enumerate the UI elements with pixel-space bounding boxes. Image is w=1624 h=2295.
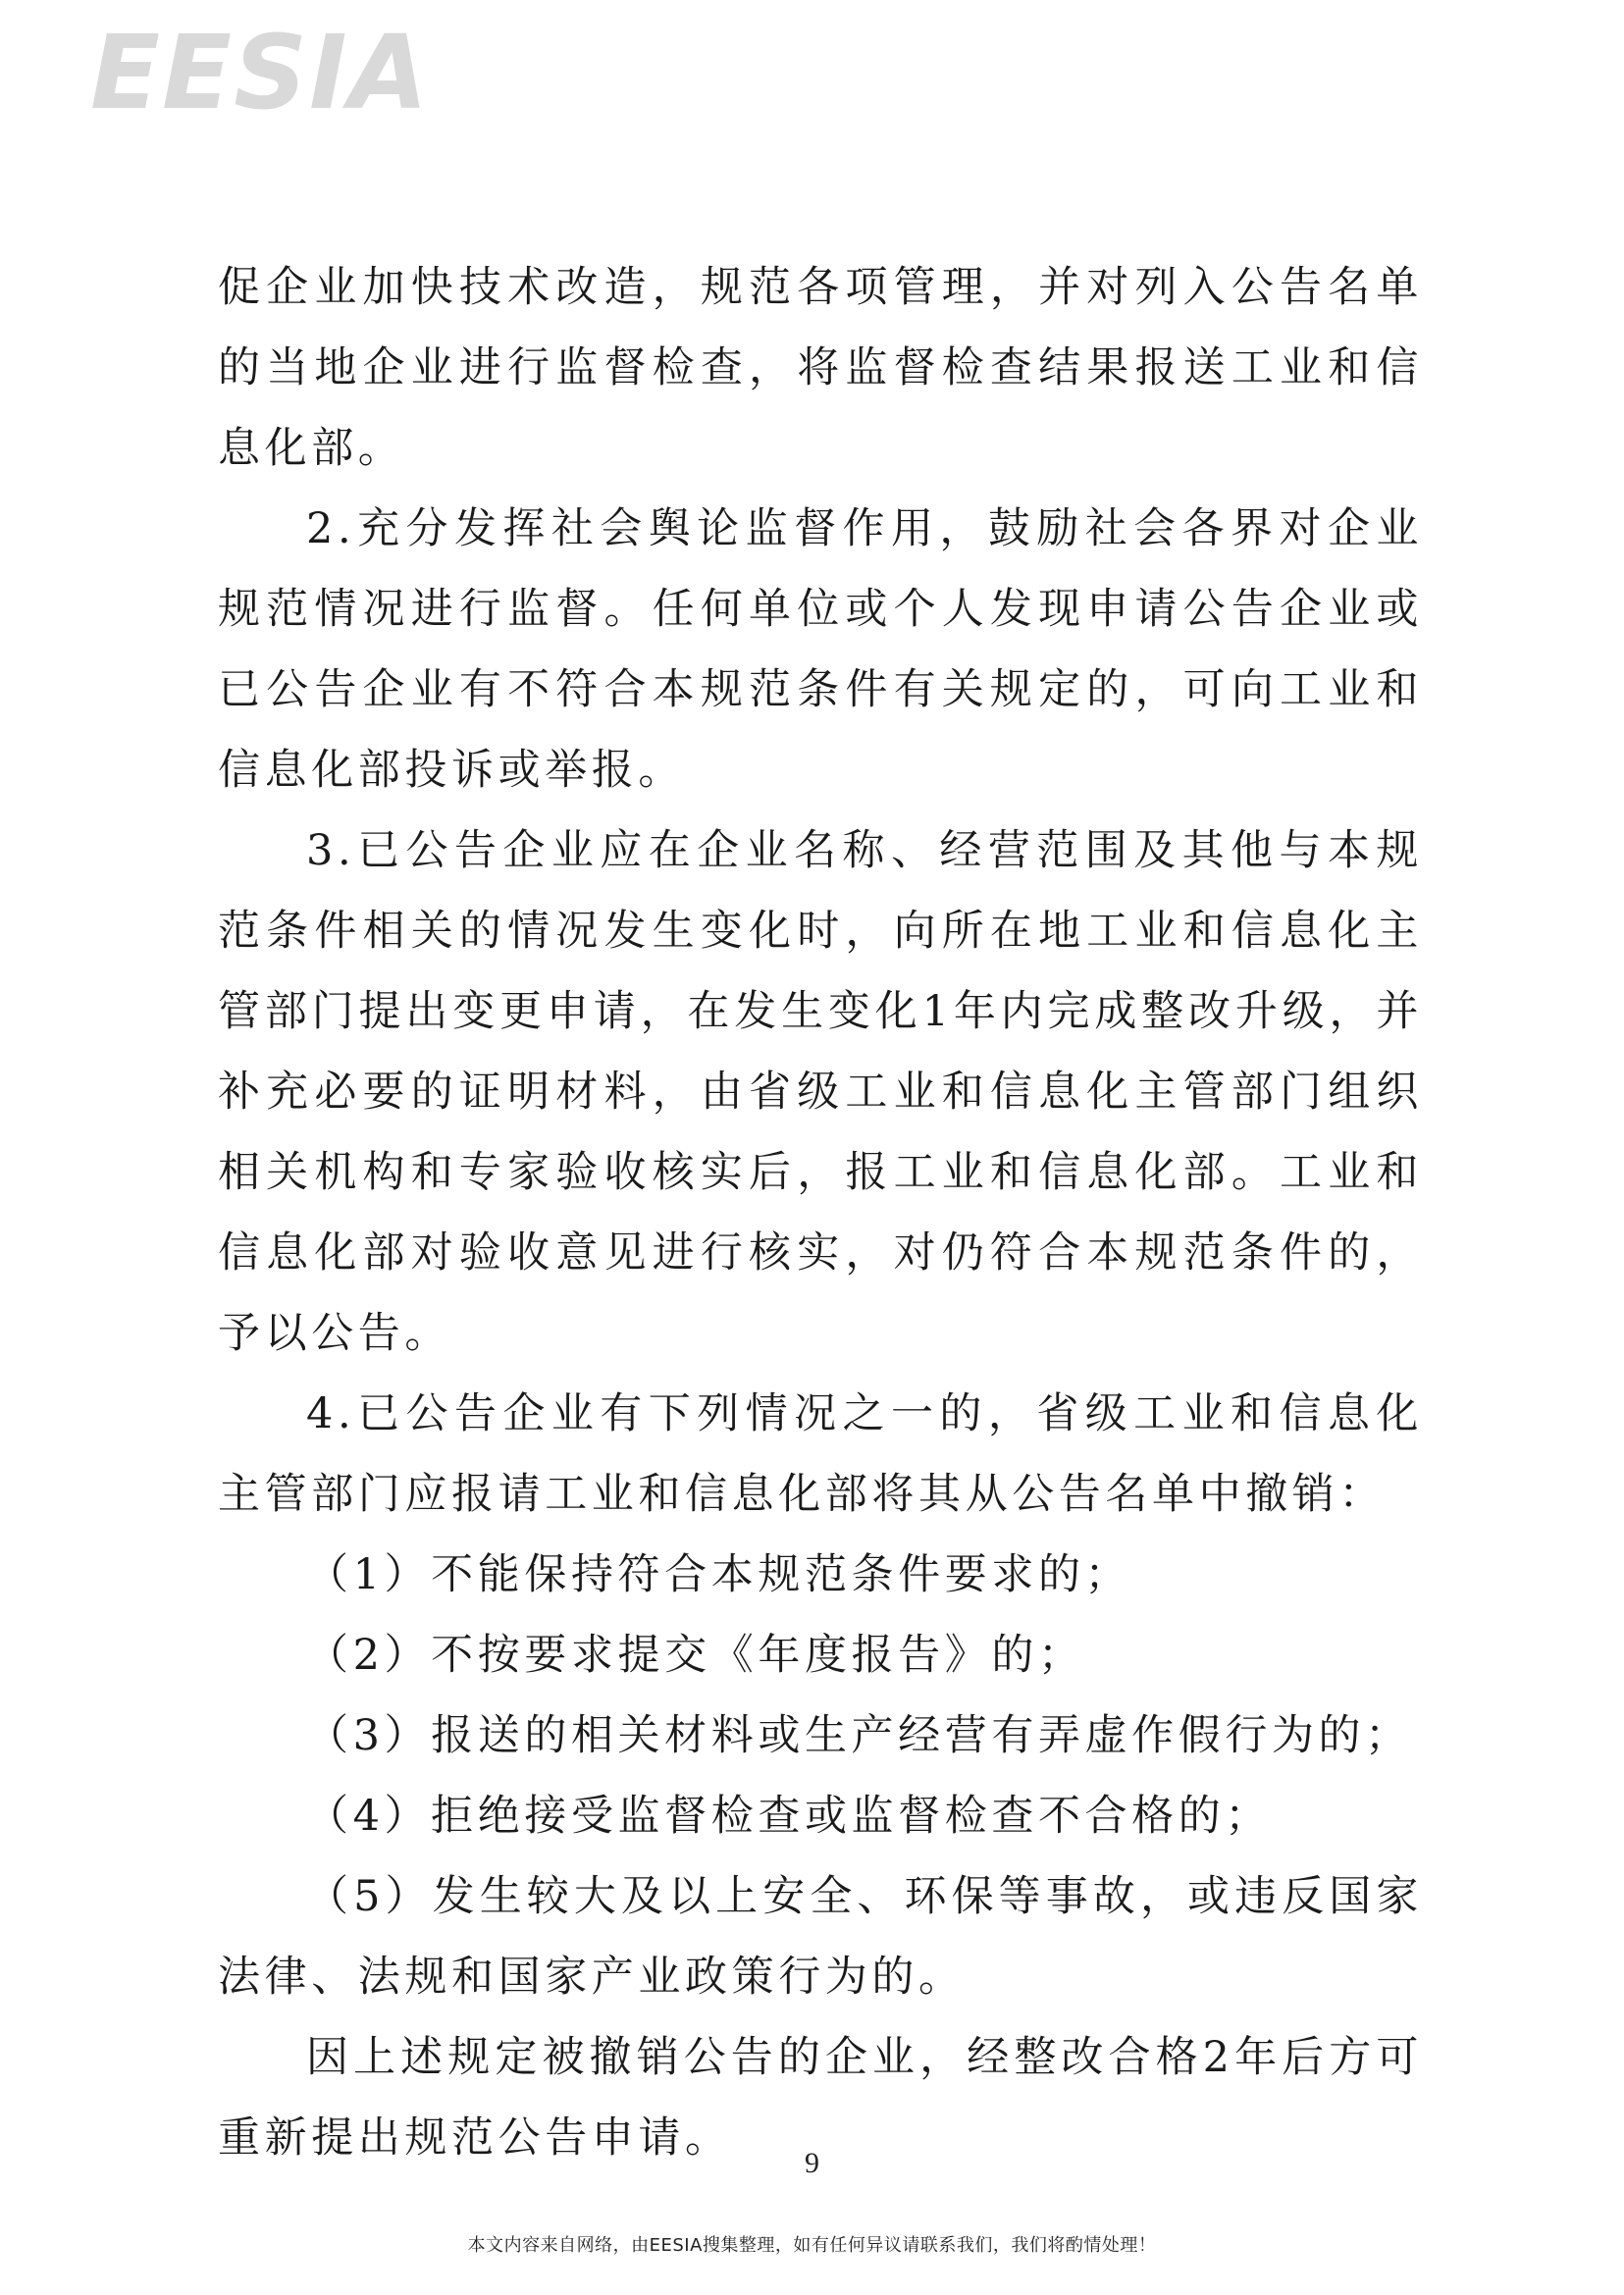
footer-note: 本文内容来自网络，由EESIA搜集整理，如有任何异议请联系我们，我们将酌情处理！ [467, 2235, 1157, 2256]
document-body [218, 247, 1423, 2178]
list-item-1: （1）不能保持符合本规范条件要求的； [306, 1550, 1132, 1599]
page-number: 9 [805, 2147, 819, 2179]
paragraph-item-2: 2.充分发挥社会舆论监督作用，鼓励社会各界对企业规范情况进行监督。任何单位或个人发现申请公告企业或已公告企业有不符合本规范条件有关规定的，可向工业和信息化部投诉或举报。 [218, 504, 1423, 795]
list-item-4: （4）拒绝接受监督检查或监督检查不合格的； [306, 1792, 1272, 1841]
paragraph-closing: 因上述规定被撤销公告的企业，经整改合格2年后方可重新提出规范公告申请。 [218, 2033, 1423, 2163]
list-item-3: （3）报送的相关材料或生产经营有弄虚作假行为的； [306, 1711, 1412, 1760]
paragraph-continuation: 促企业加快技术改造，规范各项管理，并对列入公告名单的当地企业进行监督检查，将监督检查结果报送工业和信息化部。 [218, 263, 1423, 473]
paragraph-item-3: 3.已公告企业应在企业名称、经营范围及其他与本规范条件相关的情况发生变化时，向所在地工业和信息化主管部门提出变更申请，在发生变化1年内完成整改升级，并补充必要的证明材料，由省级工业和信息化主管部门组织相关机构和专家验收核实后，报工业和信息化部。工业和信息化部对验收意见进行核实，对仍符合本规范条件的，予以公告。 [218, 826, 1423, 1358]
paragraph-item-4: 4.已公告企业有下列情况之一的，省级工业和信息化主管部门应报请工业和信息化部将其从公告名单中撤销： [218, 1389, 1423, 1519]
eesia-logo: EESIA [90, 13, 431, 132]
list-item-2: （2）不按要求提交《年度报告》的； [306, 1631, 1085, 1680]
list-item-5: （5）发生较大及以上安全、环保等事故，或违反国家法律、法规和国家产业政策行为的。 [218, 1872, 1423, 2002]
